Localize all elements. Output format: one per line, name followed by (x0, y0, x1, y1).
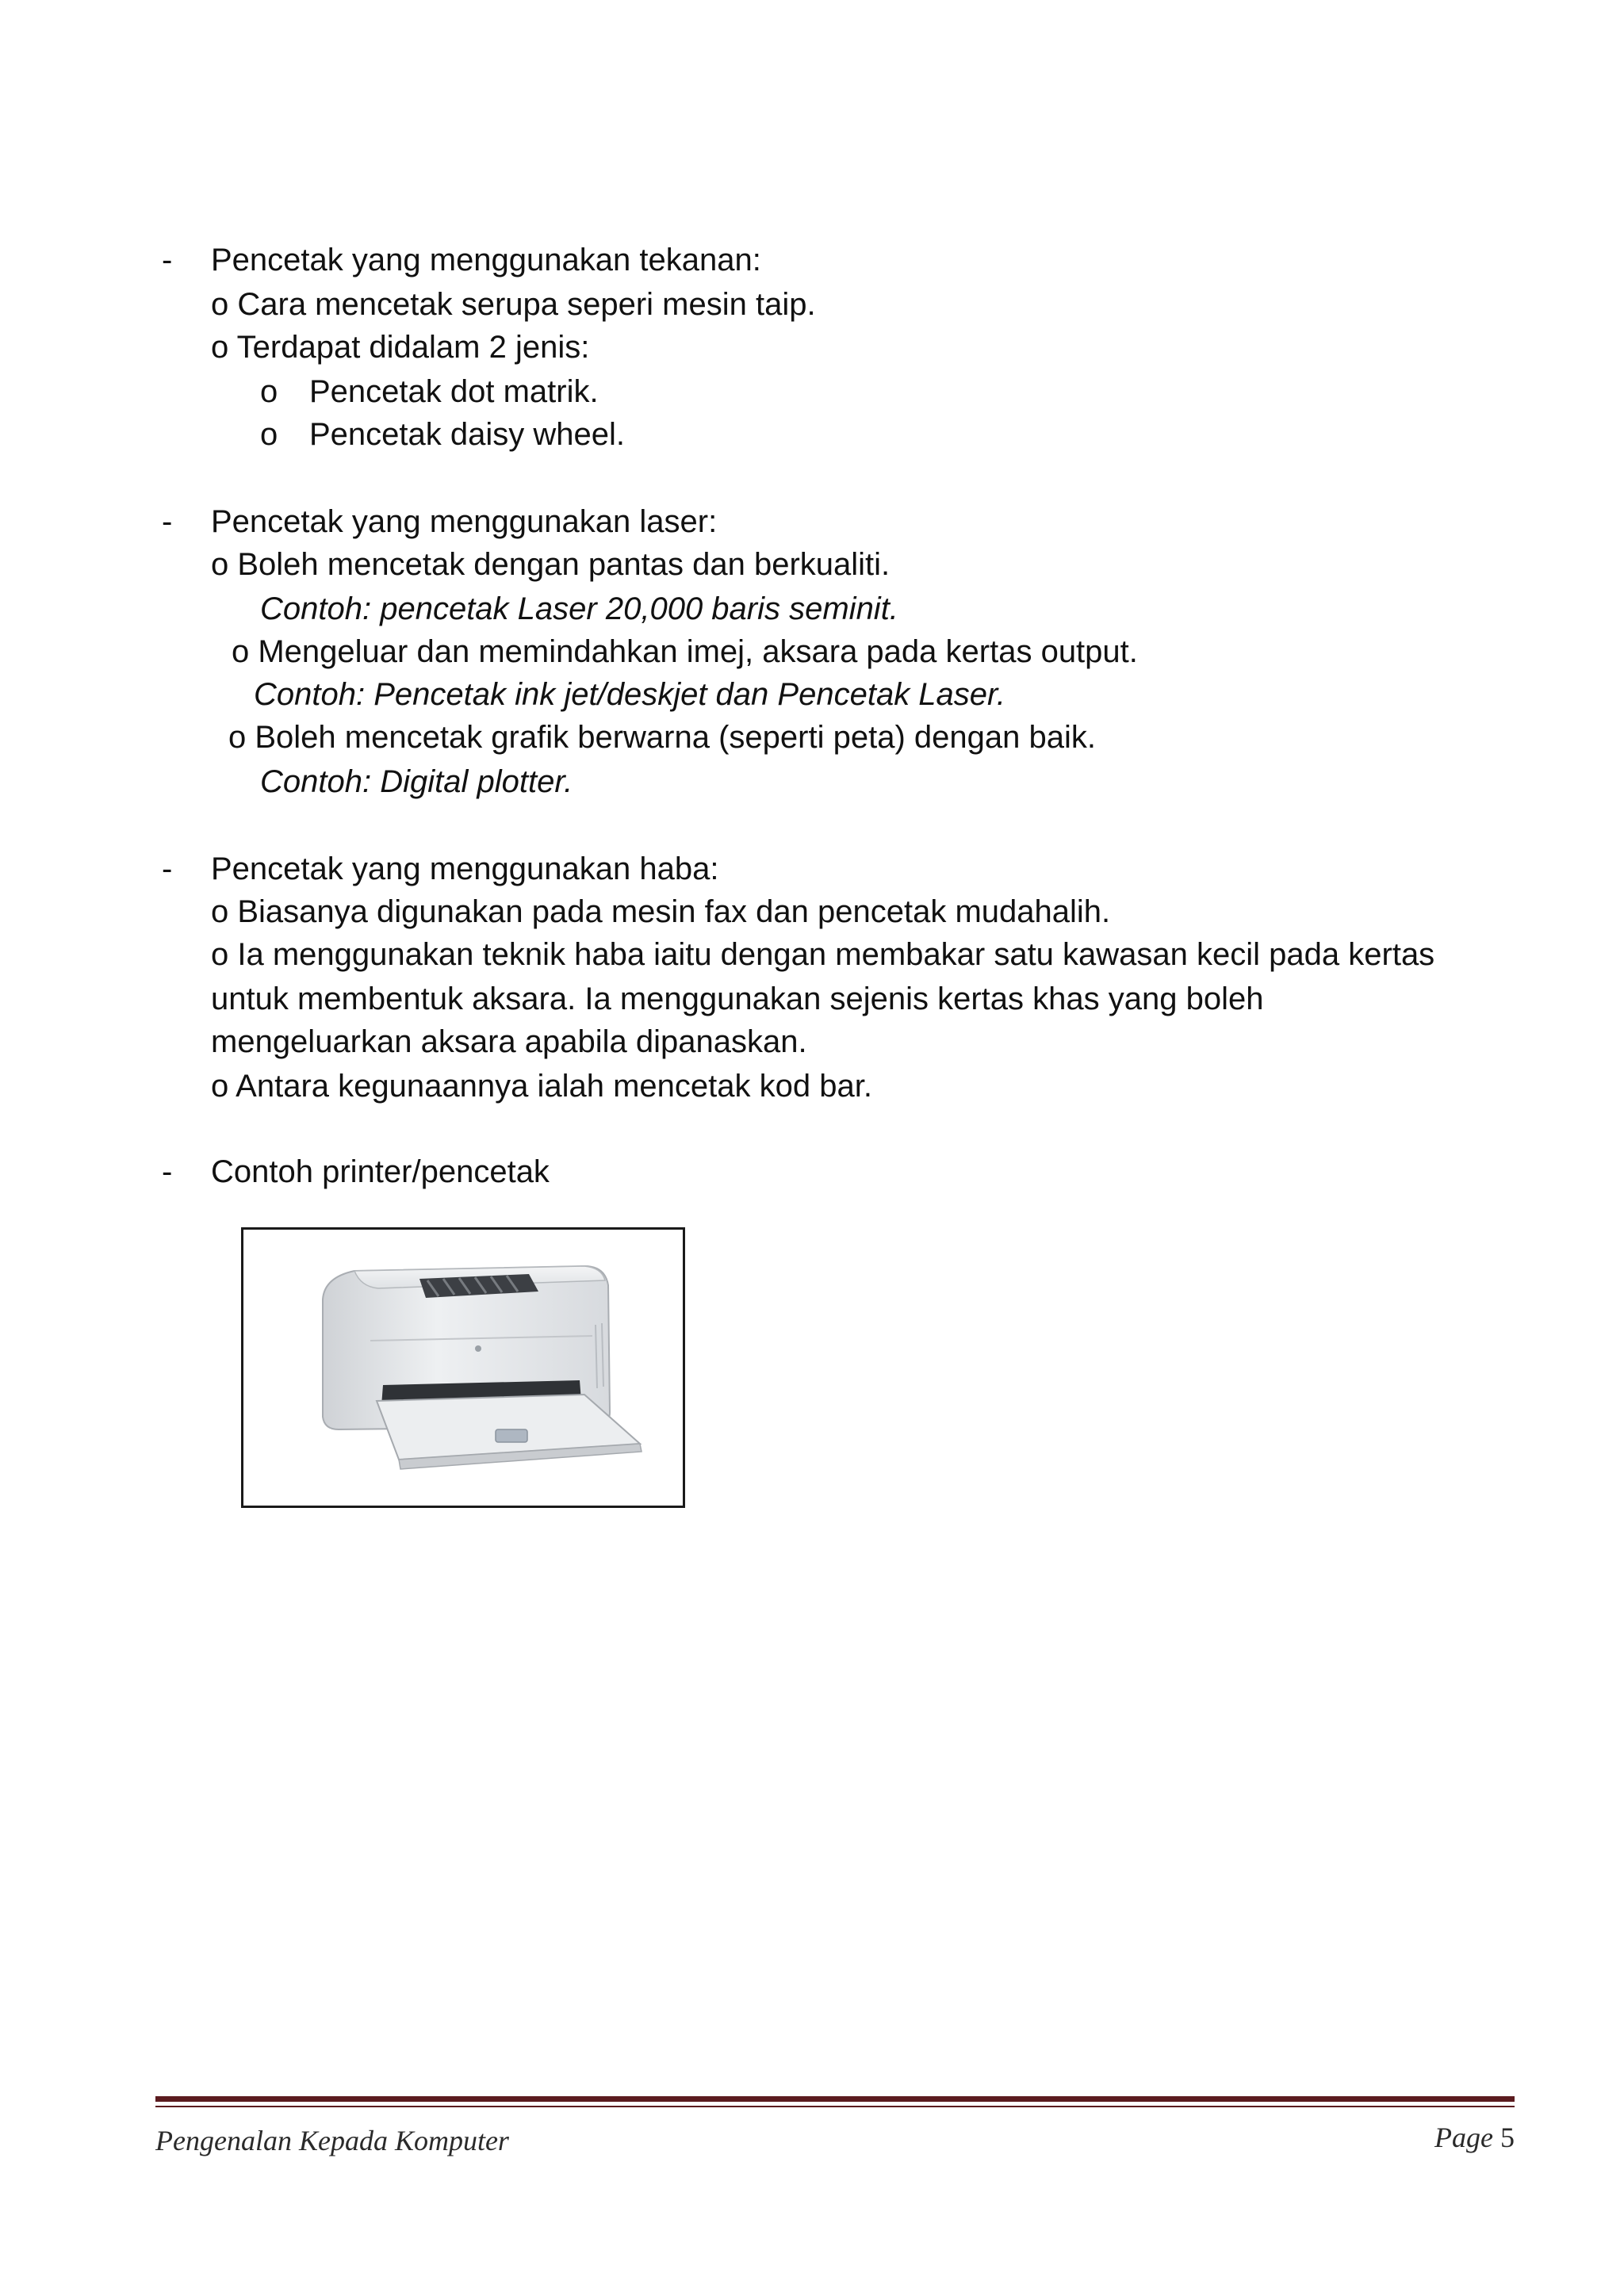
list-item: o Antara kegunaannya ialah mencetak kod bar. (211, 1069, 872, 1104)
footer-title: Pengenalan Kepada Komputer (155, 2125, 509, 2156)
laser-printer-icon (243, 1230, 683, 1506)
example-text: Contoh: pencetak Laser 20,000 baris seminit. (260, 591, 898, 626)
list-item: o Cara mencetak serupa seperi mesin taip. (211, 287, 816, 322)
sub-bullet: o (260, 374, 278, 409)
list-item: o Terdapat didalam 2 jenis: (211, 330, 590, 365)
list-item-continuation: mengeluarkan aksara apabila dipanaskan. (211, 1024, 807, 1059)
section-heading-contoh: Contoh printer/pencetak (211, 1154, 550, 1189)
printer-image-frame (241, 1227, 685, 1508)
section-heading-laser: Pencetak yang menggunakan laser: (211, 504, 718, 539)
list-item: Pencetak daisy wheel. (309, 417, 626, 452)
page-number-value: 5 (1500, 2122, 1515, 2153)
dash-bullet: - (162, 504, 173, 539)
list-item: o Ia menggunakan teknik haba iaitu dengan membakar satu kawasan kecil pada kertas (211, 937, 1435, 972)
list-item: Pencetak dot matrik. (309, 374, 599, 409)
footer-rule-thin (155, 2106, 1515, 2107)
section-heading-tekanan: Pencetak yang menggunakan tekanan: (211, 243, 761, 277)
list-item: o Boleh mencetak dengan pantas dan berkualiti. (211, 547, 891, 582)
dash-bullet: - (162, 1154, 173, 1189)
footer-rule-thick (155, 2096, 1515, 2102)
page-number (1434, 2120, 1515, 2155)
page-label: Page (1434, 2122, 1493, 2153)
dash-bullet: - (162, 851, 173, 886)
list-item: o Biasanya digunakan pada mesin fax dan pencetak mudahalih. (211, 894, 1111, 929)
dash-bullet: - (162, 243, 173, 277)
list-item-continuation: untuk membentuk aksara. Ia menggunakan sejenis kertas khas yang boleh (211, 982, 1264, 1016)
example-text: Contoh: Digital plotter. (260, 764, 573, 799)
list-item: o Mengeluar dan memindahkan imej, aksara pada kertas output. (232, 634, 1138, 669)
sub-bullet: o (260, 417, 278, 452)
example-text: Contoh: Pencetak ink jet/deskjet dan Pencetak Laser. (254, 677, 1005, 712)
list-item: o Boleh mencetak grafik berwarna (seperti peta) dengan baik. (228, 720, 1096, 755)
section-heading-haba: Pencetak yang menggunakan haba: (211, 851, 719, 886)
